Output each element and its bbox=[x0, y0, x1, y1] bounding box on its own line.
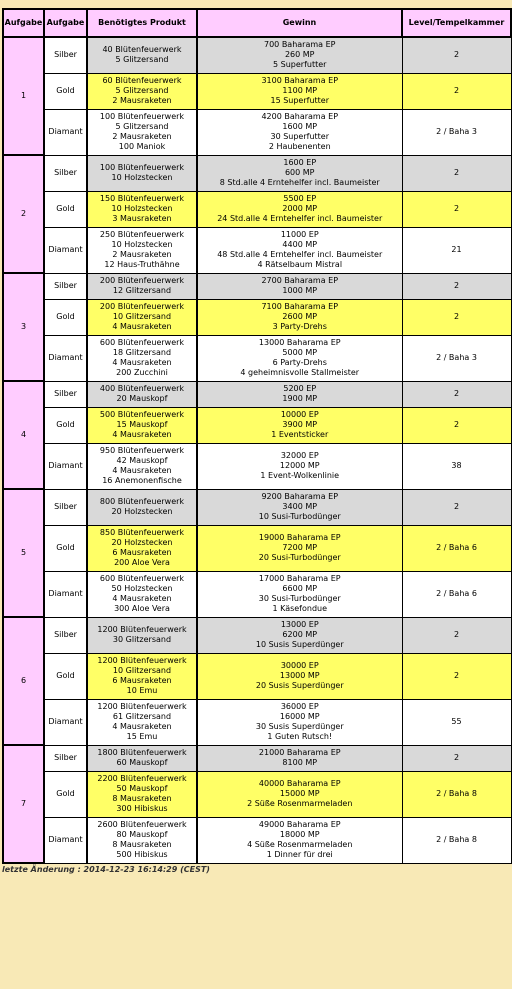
product-line: 5 Glitzersand bbox=[115, 122, 169, 131]
product-line: 12 Glitzersand bbox=[112, 286, 172, 295]
reward-line: 18000 MP bbox=[279, 830, 320, 839]
reward bbox=[197, 381, 402, 407]
reward-line: 30 Susis Superdünger bbox=[255, 722, 344, 731]
task-number: 1 bbox=[3, 37, 44, 155]
task-number: 2 bbox=[3, 155, 44, 273]
product-line: 200 Zucchini bbox=[116, 368, 168, 377]
product-line: 2600 Blütenfeuerwerk bbox=[97, 820, 187, 829]
task-grade: Gold bbox=[44, 73, 87, 109]
product-line: 6 Mausraketen bbox=[112, 676, 172, 685]
product-line: 850 Blütenfeuerwerk bbox=[99, 528, 185, 537]
reward bbox=[197, 299, 402, 335]
level: 2 bbox=[402, 489, 511, 525]
quest-table bbox=[2, 8, 512, 864]
product-line: 8 Mausraketen bbox=[112, 794, 172, 803]
reward-line: 7200 MP bbox=[282, 543, 318, 552]
reward bbox=[197, 443, 402, 489]
product-line: 150 Blütenfeuerwerk bbox=[99, 194, 185, 203]
task-grade: Silber bbox=[44, 745, 87, 771]
task-row bbox=[3, 407, 511, 443]
required-product bbox=[87, 37, 197, 73]
reward bbox=[197, 227, 402, 273]
task-grade: Gold bbox=[44, 299, 87, 335]
level: 2 bbox=[402, 299, 511, 335]
reward-line: 1 Dinner für drei bbox=[266, 850, 333, 859]
task-row bbox=[3, 617, 511, 653]
product-line: 10 Glitzersand bbox=[112, 312, 172, 321]
header-required-product: Benötigtes Produkt bbox=[87, 9, 197, 37]
product-line: 8 Mausraketen bbox=[112, 840, 172, 849]
reward bbox=[197, 191, 402, 227]
reward-line: 5200 EP bbox=[283, 384, 317, 393]
task-grade: Diamant bbox=[44, 335, 87, 381]
reward-line: 3400 MP bbox=[282, 502, 318, 511]
task-grade: Silber bbox=[44, 155, 87, 191]
product-line: 20 Holzstecken bbox=[111, 538, 173, 547]
last-modified-note: letzte Änderung : 2014-12-23 16:14:29 (CEST) bbox=[2, 865, 210, 874]
quest-table-body bbox=[3, 37, 511, 863]
reward bbox=[197, 745, 402, 771]
product-line: 30 Glitzersand bbox=[112, 635, 172, 644]
reward-line: 24 Std.alle 4 Erntehelfer incl. Baumeister bbox=[217, 214, 383, 223]
reward-line: 1 Event-Wolkenlinie bbox=[260, 471, 340, 480]
task-row bbox=[3, 335, 511, 381]
product-line: 950 Blütenfeuerwerk bbox=[99, 446, 185, 455]
reward-line: 1 Guten Rutsch! bbox=[267, 732, 333, 741]
header-level: Level/Tempelkammer bbox=[402, 9, 511, 37]
required-product bbox=[87, 617, 197, 653]
product-line: 2 Mausraketen bbox=[112, 96, 172, 105]
reward-line: 16000 MP bbox=[279, 712, 320, 721]
reward-line: 2700 Baharama EP bbox=[261, 276, 339, 285]
product-line: 20 Holzstecken bbox=[111, 507, 173, 516]
task-row bbox=[3, 191, 511, 227]
reward bbox=[197, 817, 402, 863]
task-grade: Diamant bbox=[44, 109, 87, 155]
level: 2 / Baha 3 bbox=[402, 109, 511, 155]
reward-line: 4 Rätselbaum Mistral bbox=[257, 260, 343, 269]
task-row bbox=[3, 273, 511, 299]
reward-line: 4 Süße Rosenmarmeladen bbox=[247, 840, 353, 849]
product-line: 10 Emu bbox=[126, 686, 158, 695]
reward-line: 2 Süße Rosenmarmeladen bbox=[247, 799, 353, 808]
reward-line: 7100 Baharama EP bbox=[261, 302, 339, 311]
product-line: 100 Maniok bbox=[118, 142, 166, 151]
task-grade: Silber bbox=[44, 273, 87, 299]
product-line: 100 Blütenfeuerwerk bbox=[99, 163, 185, 172]
level: 2 bbox=[402, 37, 511, 73]
reward-line: 12000 MP bbox=[279, 461, 320, 470]
header-task-number: Aufgabe bbox=[3, 9, 44, 37]
product-line: 4 Mausraketen bbox=[112, 722, 172, 731]
task-row bbox=[3, 489, 511, 525]
product-line: 1800 Blütenfeuerwerk bbox=[97, 748, 187, 757]
product-line: 4 Mausraketen bbox=[112, 430, 172, 439]
reward-line: 3100 Baharama EP bbox=[261, 76, 339, 85]
reward-line: 17000 Baharama EP bbox=[258, 574, 341, 583]
task-grade: Silber bbox=[44, 617, 87, 653]
level: 2 bbox=[402, 407, 511, 443]
level: 2 bbox=[402, 653, 511, 699]
reward-line: 36000 EP bbox=[280, 702, 319, 711]
product-line: 500 Hibiskus bbox=[116, 850, 168, 859]
task-number: 7 bbox=[3, 745, 44, 863]
reward-line: 10 Susi-Turbodünger bbox=[258, 512, 341, 521]
task-grade: Gold bbox=[44, 525, 87, 571]
required-product bbox=[87, 191, 197, 227]
reward-line: 1900 MP bbox=[282, 394, 318, 403]
required-product bbox=[87, 525, 197, 571]
required-product bbox=[87, 273, 197, 299]
product-line: 2 Mausraketen bbox=[112, 250, 172, 259]
task-grade: Gold bbox=[44, 653, 87, 699]
reward-line: 30000 EP bbox=[280, 661, 319, 670]
product-line: 50 Mauskopf bbox=[116, 784, 168, 793]
required-product bbox=[87, 109, 197, 155]
reward bbox=[197, 489, 402, 525]
reward-line: 40000 Baharama EP bbox=[258, 779, 341, 788]
product-line: 4 Mausraketen bbox=[112, 358, 172, 367]
level: 38 bbox=[402, 443, 511, 489]
level: 2 bbox=[402, 617, 511, 653]
level: 2 bbox=[402, 381, 511, 407]
reward-line: 5500 EP bbox=[283, 194, 317, 203]
reward bbox=[197, 653, 402, 699]
reward-line: 8 Std.alle 4 Erntehelfer incl. Baumeister bbox=[219, 178, 380, 187]
reward-line: 13000 MP bbox=[279, 671, 320, 680]
task-row bbox=[3, 653, 511, 699]
level: 2 bbox=[402, 73, 511, 109]
required-product bbox=[87, 817, 197, 863]
task-row bbox=[3, 745, 511, 771]
product-line: 300 Aloe Vera bbox=[114, 604, 170, 613]
product-line: 10 Holzstecken bbox=[111, 240, 173, 249]
product-line: 42 Mauskopf bbox=[116, 456, 168, 465]
reward-line: 6200 MP bbox=[282, 630, 318, 639]
reward-line: 13000 EP bbox=[280, 620, 319, 629]
reward-line: 13000 Baharama EP bbox=[258, 338, 341, 347]
required-product bbox=[87, 381, 197, 407]
product-line: 600 Blütenfeuerwerk bbox=[99, 574, 185, 583]
task-row bbox=[3, 299, 511, 335]
product-line: 10 Holzstecken bbox=[111, 204, 173, 213]
reward bbox=[197, 155, 402, 191]
task-row bbox=[3, 699, 511, 745]
reward-line: 2600 MP bbox=[282, 312, 318, 321]
task-grade: Silber bbox=[44, 37, 87, 73]
task-row bbox=[3, 227, 511, 273]
required-product bbox=[87, 299, 197, 335]
product-line: 5 Glitzersand bbox=[115, 55, 169, 65]
product-line: 100 Blütenfeuerwerk bbox=[99, 112, 185, 121]
reward-line: 4400 MP bbox=[282, 240, 318, 249]
reward-line: 2 Haubenenten bbox=[268, 142, 331, 151]
reward bbox=[197, 699, 402, 745]
reward bbox=[197, 571, 402, 617]
product-line: 200 Aloe Vera bbox=[114, 558, 170, 567]
product-line: 1200 Blütenfeuerwerk bbox=[97, 656, 187, 665]
header-row bbox=[3, 9, 511, 37]
header-reward: Gewinn bbox=[197, 9, 402, 37]
reward-line: 4 geheimnisvolle Stallmeister bbox=[240, 368, 360, 377]
required-product bbox=[87, 571, 197, 617]
required-product bbox=[87, 73, 197, 109]
required-product bbox=[87, 335, 197, 381]
task-row bbox=[3, 109, 511, 155]
reward-line: 30 Superfutter bbox=[270, 132, 330, 141]
task-number: 5 bbox=[3, 489, 44, 617]
product-line: 40 Blütenfeuerwerk bbox=[102, 45, 182, 55]
product-line: 200 Blütenfeuerwerk bbox=[99, 302, 185, 311]
required-product bbox=[87, 155, 197, 191]
product-line: 80 Mauskopf bbox=[116, 830, 168, 839]
product-line: 6 Mausraketen bbox=[112, 548, 172, 557]
reward bbox=[197, 335, 402, 381]
task-grade: Diamant bbox=[44, 443, 87, 489]
reward-line: 1100 MP bbox=[282, 86, 318, 95]
product-line: 15 Emu bbox=[126, 732, 158, 741]
reward-line: 1 Käsefondue bbox=[272, 604, 328, 613]
product-line: 2 Mausraketen bbox=[112, 132, 172, 141]
reward-line: 20 Susi-Turbodünger bbox=[258, 553, 341, 562]
task-row bbox=[3, 817, 511, 863]
product-line: 61 Glitzersand bbox=[112, 712, 172, 721]
required-product bbox=[87, 489, 197, 525]
reward-line: 30 Susi-Turbodünger bbox=[258, 594, 341, 603]
reward-line: 700 Baharama EP bbox=[264, 40, 336, 50]
task-grade: Silber bbox=[44, 489, 87, 525]
level: 2 / Baha 8 bbox=[402, 817, 511, 863]
product-line: 50 Holzstecken bbox=[111, 584, 173, 593]
task-grade: Diamant bbox=[44, 699, 87, 745]
reward-line: 3 Party-Drehs bbox=[272, 322, 327, 331]
task-grade: Diamant bbox=[44, 817, 87, 863]
task-row bbox=[3, 771, 511, 817]
task-grade: Gold bbox=[44, 191, 87, 227]
reward-line: 600 MP bbox=[284, 168, 315, 177]
required-product bbox=[87, 443, 197, 489]
required-product bbox=[87, 653, 197, 699]
task-grade: Gold bbox=[44, 771, 87, 817]
level: 2 bbox=[402, 273, 511, 299]
product-line: 500 Blütenfeuerwerk bbox=[99, 410, 185, 419]
task-number: 6 bbox=[3, 617, 44, 745]
level: 2 bbox=[402, 155, 511, 191]
reward-line: 1600 EP bbox=[283, 158, 317, 167]
product-line: 10 Glitzersand bbox=[112, 666, 172, 675]
product-line: 3 Mausraketen bbox=[112, 214, 172, 223]
reward-line: 6600 MP bbox=[282, 584, 318, 593]
level: 2 / Baha 6 bbox=[402, 525, 511, 571]
reward-line: 32000 EP bbox=[280, 451, 319, 460]
level: 2 bbox=[402, 745, 511, 771]
reward bbox=[197, 37, 402, 73]
product-line: 60 Blütenfeuerwerk bbox=[102, 76, 182, 85]
level: 2 / Baha 8 bbox=[402, 771, 511, 817]
reward-line: 8100 MP bbox=[282, 758, 318, 767]
task-number: 3 bbox=[3, 273, 44, 381]
task-row bbox=[3, 571, 511, 617]
reward-line: 3900 MP bbox=[282, 420, 318, 429]
reward bbox=[197, 73, 402, 109]
product-line: 60 Mauskopf bbox=[116, 758, 168, 767]
reward-line: 10000 EP bbox=[280, 410, 319, 419]
product-line: 4 Mausraketen bbox=[112, 322, 172, 331]
product-line: 18 Glitzersand bbox=[112, 348, 172, 357]
product-line: 2200 Blütenfeuerwerk bbox=[97, 774, 187, 783]
product-line: 4 Mausraketen bbox=[112, 466, 172, 475]
task-row bbox=[3, 381, 511, 407]
level: 2 / Baha 3 bbox=[402, 335, 511, 381]
reward bbox=[197, 109, 402, 155]
product-line: 16 Anemonenfische bbox=[102, 476, 182, 485]
task-row bbox=[3, 525, 511, 571]
level: 2 bbox=[402, 191, 511, 227]
reward bbox=[197, 617, 402, 653]
product-line: 400 Blütenfeuerwerk bbox=[99, 384, 185, 393]
product-line: 1200 Blütenfeuerwerk bbox=[97, 625, 187, 634]
reward-line: 1 Eventsticker bbox=[271, 430, 329, 439]
header-task-grade: Aufgabe bbox=[44, 9, 87, 37]
reward-line: 5 Superfutter bbox=[273, 60, 327, 70]
reward-line: 5000 MP bbox=[282, 348, 318, 357]
task-row bbox=[3, 37, 511, 73]
reward-line: 10 Susis Superdünger bbox=[255, 640, 344, 649]
product-line: 12 Haus-Truthähne bbox=[104, 260, 180, 269]
reward-line: 9200 Baharama EP bbox=[261, 492, 339, 501]
product-line: 200 Blütenfeuerwerk bbox=[99, 276, 185, 285]
task-number: 4 bbox=[3, 381, 44, 489]
task-grade: Diamant bbox=[44, 227, 87, 273]
reward-line: 19000 Baharama EP bbox=[258, 533, 341, 542]
task-row bbox=[3, 155, 511, 191]
level: 21 bbox=[402, 227, 511, 273]
reward-line: 260 MP bbox=[284, 50, 315, 60]
product-line: 1200 Blütenfeuerwerk bbox=[97, 702, 187, 711]
reward-line: 15 Superfutter bbox=[270, 96, 330, 105]
required-product bbox=[87, 771, 197, 817]
reward-line: 2000 MP bbox=[282, 204, 318, 213]
required-product bbox=[87, 407, 197, 443]
required-product bbox=[87, 699, 197, 745]
product-line: 4 Mausraketen bbox=[112, 594, 172, 603]
product-line: 15 Mauskopf bbox=[116, 420, 168, 429]
required-product bbox=[87, 745, 197, 771]
task-row bbox=[3, 443, 511, 489]
product-line: 250 Blütenfeuerwerk bbox=[99, 230, 185, 239]
level: 2 / Baha 6 bbox=[402, 571, 511, 617]
reward-line: 11000 EP bbox=[280, 230, 319, 239]
reward-line: 1600 MP bbox=[282, 122, 318, 131]
required-product bbox=[87, 227, 197, 273]
product-line: 300 Hibiskus bbox=[116, 804, 168, 813]
reward-line: 48 Std.alle 4 Erntehelfer incl. Baumeister bbox=[217, 250, 383, 259]
reward bbox=[197, 525, 402, 571]
reward-line: 49000 Baharama EP bbox=[258, 820, 341, 829]
reward-line: 21000 Baharama EP bbox=[258, 748, 341, 757]
reward-line: 20 Susis Superdünger bbox=[255, 681, 344, 690]
reward-line: 15000 MP bbox=[279, 789, 320, 798]
task-grade: Silber bbox=[44, 381, 87, 407]
task-grade: Gold bbox=[44, 407, 87, 443]
level: 55 bbox=[402, 699, 511, 745]
task-row bbox=[3, 73, 511, 109]
product-line: 5 Glitzersand bbox=[115, 86, 169, 95]
reward-line: 6 Party-Drehs bbox=[272, 358, 327, 367]
task-grade: Diamant bbox=[44, 571, 87, 617]
reward-line: 1000 MP bbox=[282, 286, 318, 295]
product-line: 800 Blütenfeuerwerk bbox=[99, 497, 185, 506]
reward bbox=[197, 771, 402, 817]
reward bbox=[197, 407, 402, 443]
product-line: 600 Blütenfeuerwerk bbox=[99, 338, 185, 347]
product-line: 20 Mauskopf bbox=[116, 394, 168, 403]
reward bbox=[197, 273, 402, 299]
product-line: 10 Holzstecken bbox=[111, 173, 173, 182]
reward-line: 4200 Baharama EP bbox=[261, 112, 339, 121]
